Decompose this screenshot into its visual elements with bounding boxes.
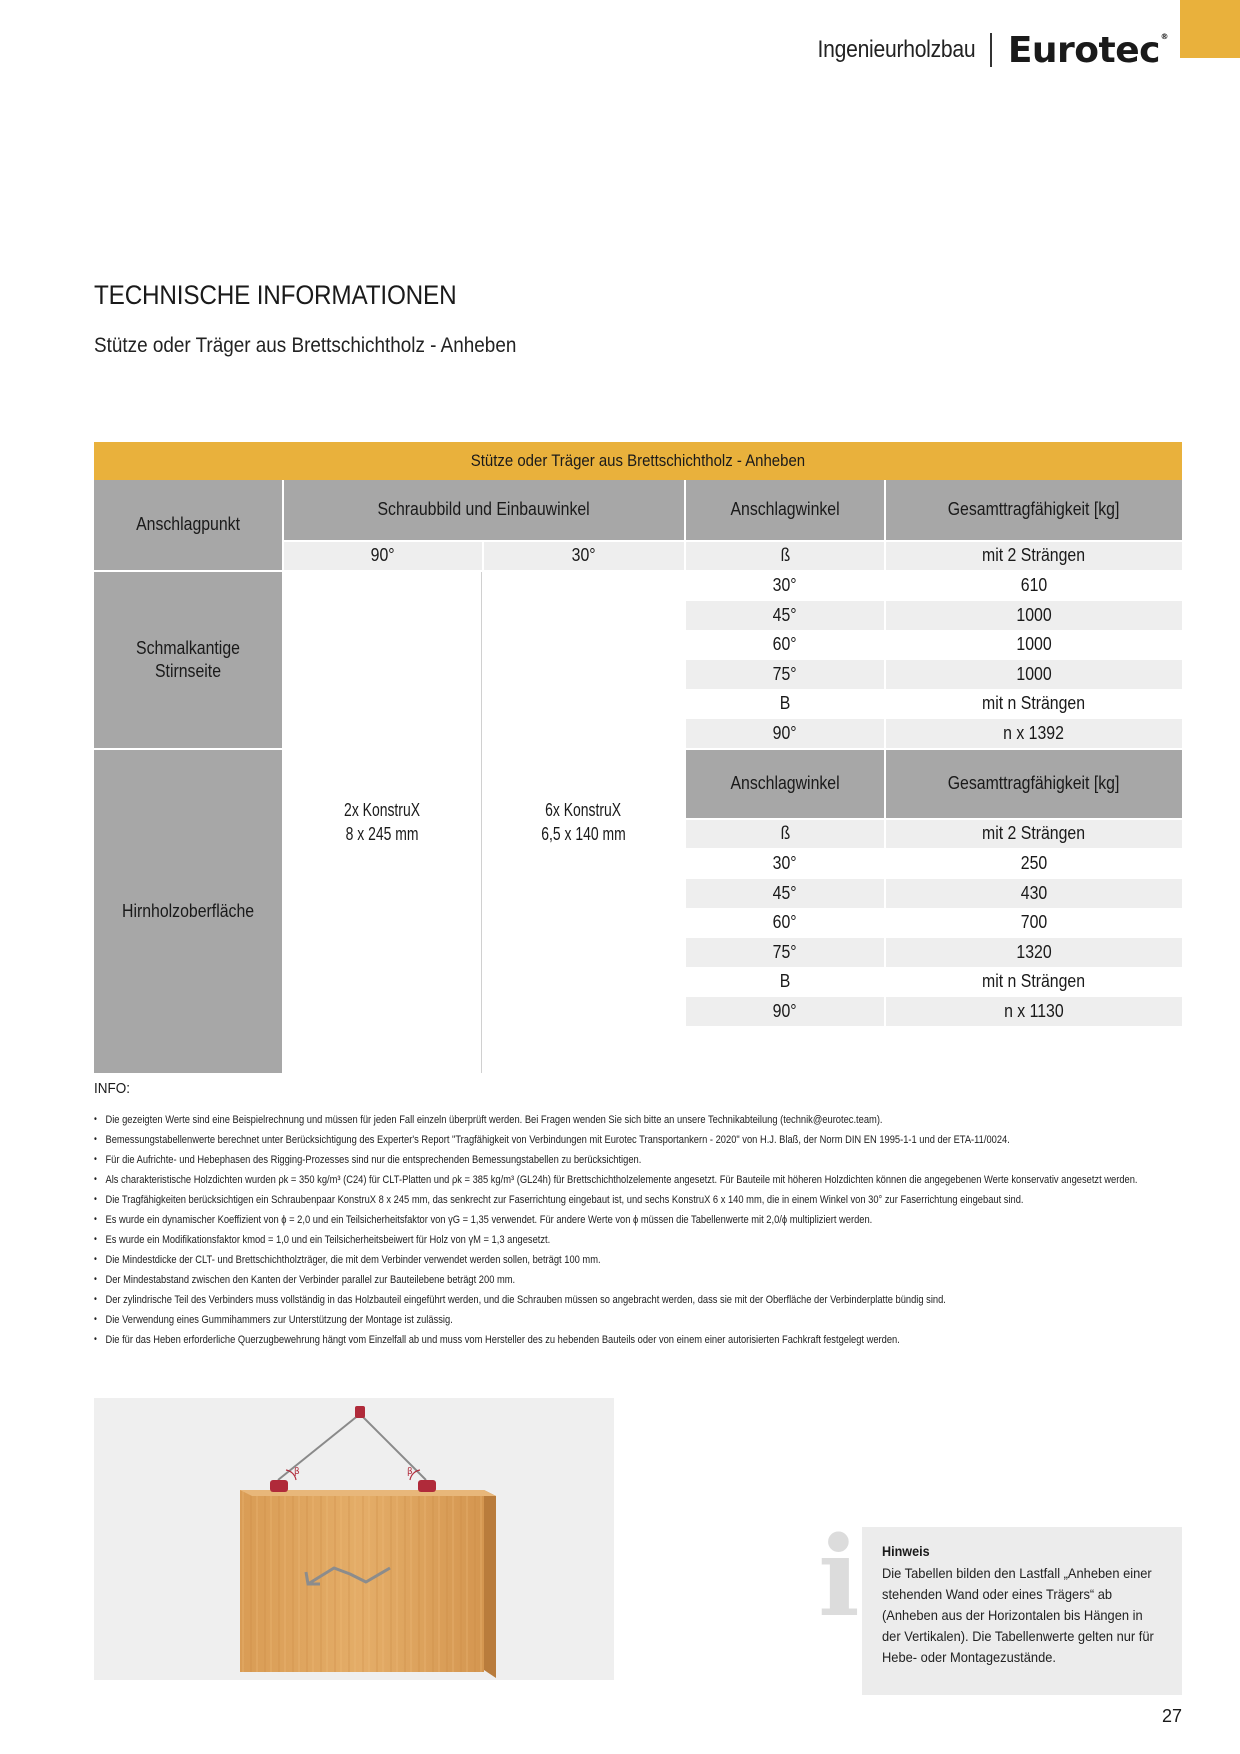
g1-angle-0 bbox=[686, 572, 884, 600]
g1-value-4 bbox=[886, 689, 1182, 718]
info-item: • Die für das Heben erforderliche Querzugbewehrung hängt vom Einzelfall ab und muss vom Hersteller des zu hebenden Bauteils oder von einem einer autorisierten Fachkraft festgelegt werden. bbox=[94, 1330, 1193, 1350]
mid-subheader-mit2 bbox=[886, 820, 1182, 848]
g1-angle-3-text: 75° bbox=[773, 663, 797, 684]
g2-angle-2-text: 60° bbox=[773, 911, 797, 932]
g1-angle-2-text: 60° bbox=[773, 633, 797, 654]
info-item: • Es wurde ein Modifikationsfaktor kmod = 1,0 und ein Teilsicherheitsbeiwert für Holz von γM = 1,3 angesetzt. bbox=[94, 1230, 1193, 1250]
beta-label-right: β bbox=[407, 1467, 413, 1477]
logo-text: Eurotec bbox=[1007, 29, 1160, 71]
info-list bbox=[94, 1110, 1194, 1350]
mid-subheader-mit2-text: mit 2 Strängen bbox=[982, 823, 1086, 844]
g2-value-2 bbox=[886, 908, 1182, 937]
page-title: TECHNISCHE INFORMATIONEN bbox=[94, 280, 457, 310]
g2-angle-3 bbox=[686, 938, 884, 967]
info-item: • Der zylindrische Teil des Verbinders muss vollständig in das Holzbauteil eingeführt werden, und die Schrauben müssen so angebracht werden, dass sie mit der Oberfläche der Verbinderplatte bündig sind. bbox=[94, 1290, 1193, 1310]
header-section-title: Ingenieurholzbau bbox=[817, 36, 976, 63]
subheader-mit2 bbox=[886, 542, 1182, 570]
info-item: • Der Mindestabstand zwischen den Kanten der Verbinder parallel zur Bauteilebene beträgt 200 mm. bbox=[94, 1270, 1193, 1290]
g2-value-4 bbox=[886, 967, 1182, 996]
g2-angle-0-text: 30° bbox=[773, 853, 797, 874]
row-label-schmalkantige bbox=[94, 572, 282, 748]
g1-angle-4 bbox=[686, 689, 884, 718]
header-anschlagwinkel bbox=[686, 480, 884, 540]
info-title: INFO: bbox=[94, 1080, 130, 1097]
g2-angle-2 bbox=[686, 908, 884, 937]
info-item: • Als charakteristische Holzdichten wurden ρk = 350 kg/m³ (C24) für CLT-Platten und ρk = 385 kg/m³ (GL24h) für Brettschichtholzelemente angesetzt. Für Bauteile mit höheren Holzdichten können die angegebenen Werte konservativ angesetzt werden. bbox=[94, 1170, 1193, 1190]
eurotec-logo bbox=[1007, 29, 1168, 71]
header-divider bbox=[990, 33, 992, 67]
row-label-schmalkantige-text: Schmalkantige Stirnseite bbox=[136, 637, 240, 681]
anchor-right bbox=[418, 1480, 436, 1492]
row-label-hirnholz-text: Hirnholzoberfläche bbox=[121, 900, 255, 921]
g2-value-2-text: 700 bbox=[1020, 911, 1048, 932]
header-anschlagpunkt-text: Anschlagpunkt bbox=[136, 514, 240, 535]
g2-value-3 bbox=[886, 938, 1182, 967]
page-header bbox=[796, 22, 1168, 78]
screw-config-30-line1: 6x KonstruX bbox=[546, 800, 622, 821]
g2-angle-4-text: B bbox=[779, 970, 791, 991]
g2-angle-5 bbox=[686, 997, 884, 1026]
mid-subheader-beta bbox=[686, 820, 884, 848]
screw-config-30 bbox=[484, 572, 684, 1073]
panel-edge bbox=[484, 1490, 496, 1678]
g2-angle-4 bbox=[686, 967, 884, 996]
g1-angle-3 bbox=[686, 660, 884, 689]
hint-title: Hinweis bbox=[882, 1543, 930, 1559]
g1-value-1-text: 1000 bbox=[1016, 604, 1052, 625]
info-i-icon: i bbox=[818, 1512, 860, 1641]
g1-value-4-text: mit n Strängen bbox=[982, 692, 1086, 713]
beta-label-left: β bbox=[294, 1467, 300, 1477]
mid-header-anschlagwinkel-text: Anschlagwinkel bbox=[730, 773, 840, 794]
subheader-90 bbox=[284, 542, 482, 570]
chain-right bbox=[360, 1414, 426, 1480]
header-accent-tab bbox=[1180, 0, 1240, 58]
g2-value-0-text: 250 bbox=[1020, 853, 1048, 874]
table-caption-text: Stütze oder Träger aus Brettschichtholz - Anheben bbox=[470, 451, 806, 470]
g1-angle-0-text: 30° bbox=[773, 575, 797, 596]
hint-text: Die Tabellen bilden den Lastfall „Anheben einer stehenden Wand oder eines Trägers“ ab (Anheben aus der Horizontalen bis Hängen in der Vertikalen). Die Tabellenwerte gelten nur für Hebe- oder Montagezustände. bbox=[882, 1565, 1154, 1665]
g1-value-0 bbox=[886, 572, 1182, 600]
g1-angle-5 bbox=[686, 719, 884, 748]
table-grid bbox=[94, 480, 1182, 1073]
subheader-beta bbox=[686, 542, 884, 570]
g1-value-3-text: 1000 bbox=[1016, 663, 1052, 684]
screw-config-90-line2: 8 x 245 mm bbox=[346, 823, 419, 844]
g1-value-5-text: n x 1392 bbox=[1003, 722, 1065, 743]
mid-header-anschlagwinkel bbox=[686, 750, 884, 818]
g2-value-1 bbox=[886, 879, 1182, 908]
screw-config-90-line1: 2x KonstruX bbox=[344, 800, 421, 821]
chain-left bbox=[278, 1414, 360, 1480]
lifting-hook bbox=[355, 1406, 365, 1418]
g2-value-3-text: 1320 bbox=[1016, 941, 1052, 962]
info-item: • Die gezeigten Werte sind eine Beispielrechnung und müssen für jeden Fall einzeln überprüft werden. Bei Fragen wenden Sie sich bitte an unsere Technikabteilung (technik@eurotec.team). bbox=[94, 1110, 1193, 1130]
g1-value-2-text: 1000 bbox=[1016, 633, 1052, 654]
g1-value-0-text: 610 bbox=[1020, 575, 1048, 596]
screw-config-90 bbox=[284, 572, 482, 1073]
g1-angle-1 bbox=[686, 601, 884, 630]
info-item: • Die Tragfähigkeiten berücksichtigen ein Schraubenpaar KonstruX 8 x 245 mm, das senkrecht zur Faserrichtung eingebaut ist, und sechs KonstruX 6 x 140 mm, die in einem Winkel von 30° zur Faserrichtung eingebaut sind. bbox=[94, 1190, 1193, 1210]
table-caption bbox=[94, 442, 1182, 480]
g2-value-5 bbox=[886, 997, 1182, 1026]
g2-angle-0 bbox=[686, 850, 884, 878]
header-anschlagwinkel-text: Anschlagwinkel bbox=[730, 499, 840, 520]
header-schraubbild bbox=[284, 480, 684, 540]
info-item: • Die Verwendung eines Gummihammers zur Unterstützung der Montage ist zulässig. bbox=[94, 1310, 1193, 1330]
info-item: • Für die Aufrichte- und Hebephasen des Rigging-Prozesses sind nur die entsprechenden Bemessungstabellen zu berücksichtigen. bbox=[94, 1150, 1193, 1170]
g1-angle-1-text: 45° bbox=[773, 604, 797, 625]
g2-angle-1-text: 45° bbox=[773, 882, 797, 903]
screw-config-30-line2: 6,5 x 140 mm bbox=[541, 823, 627, 844]
g1-angle-4-text: B bbox=[779, 692, 791, 713]
header-tragfaehigkeit-text: Gesamttragfähigkeit [kg] bbox=[948, 499, 1120, 520]
g2-angle-3-text: 75° bbox=[773, 941, 797, 962]
load-capacity-table bbox=[94, 442, 1182, 1073]
anchor-left bbox=[270, 1480, 288, 1492]
g2-angle-5-text: 90° bbox=[773, 1000, 797, 1021]
logo-registered-mark: ® bbox=[1160, 31, 1168, 41]
page-number: 27 bbox=[1161, 1706, 1182, 1726]
mid-header-tragfaehigkeit-text: Gesamttragfähigkeit [kg] bbox=[948, 773, 1120, 794]
g1-value-1 bbox=[886, 601, 1182, 630]
subheader-beta-text: ß bbox=[780, 545, 790, 566]
info-item: • Es wurde ein dynamischer Koeffizient von ϕ = 2,0 und ein Teilsicherheitsfaktor von γG = 1,35 verwendet. Für andere Werte von ϕ müssen die Tabellenwerte mit 2,0/ϕ multipliziert werden. bbox=[94, 1210, 1193, 1230]
lifting-illustration bbox=[94, 1398, 614, 1680]
mid-header-tragfaehigkeit bbox=[886, 750, 1182, 818]
g2-value-1-text: 430 bbox=[1020, 882, 1048, 903]
subheader-30-text: 30° bbox=[572, 545, 596, 566]
mid-subheader-beta-text: ß bbox=[780, 823, 790, 844]
info-item: • Bemessungstabellenwerte berechnet unter Berücksichtigung des Experter's Report "Tragfähigkeit von Verbindungen mit Eurotec Transportankern - 2020" von H.J. Blaß, der Norm DIN EN 1995-1-1 und der ETA-11/0024. bbox=[94, 1130, 1193, 1150]
g2-value-0 bbox=[886, 850, 1182, 878]
g1-value-2 bbox=[886, 630, 1182, 659]
header-anschlagpunkt bbox=[94, 480, 282, 570]
subheader-mit2-text: mit 2 Strängen bbox=[982, 545, 1086, 566]
info-item: • Die Mindestdicke der CLT- und Brettschichtholzträger, die mit dem Verbinder verwendet werden sollen, beträgt 100 mm. bbox=[94, 1250, 1193, 1270]
g1-value-5 bbox=[886, 719, 1182, 748]
subheader-30 bbox=[484, 542, 684, 570]
g2-value-4-text: mit n Strängen bbox=[982, 970, 1086, 991]
g2-angle-1 bbox=[686, 879, 884, 908]
row-label-hirnholz bbox=[94, 750, 282, 1073]
header-tragfaehigkeit bbox=[886, 480, 1182, 540]
g1-angle-2 bbox=[686, 630, 884, 659]
subheader-90-text: 90° bbox=[371, 545, 395, 566]
g1-value-3 bbox=[886, 660, 1182, 689]
g2-value-5-text: n x 1130 bbox=[1004, 1000, 1064, 1021]
header-schraubbild-text: Schraubbild und Einbauwinkel bbox=[377, 499, 591, 520]
page-subtitle: Stütze oder Träger aus Brettschichtholz - Anheben bbox=[94, 334, 517, 357]
g1-angle-5-text: 90° bbox=[773, 722, 797, 743]
lifting-illustration-svg bbox=[94, 1398, 614, 1680]
